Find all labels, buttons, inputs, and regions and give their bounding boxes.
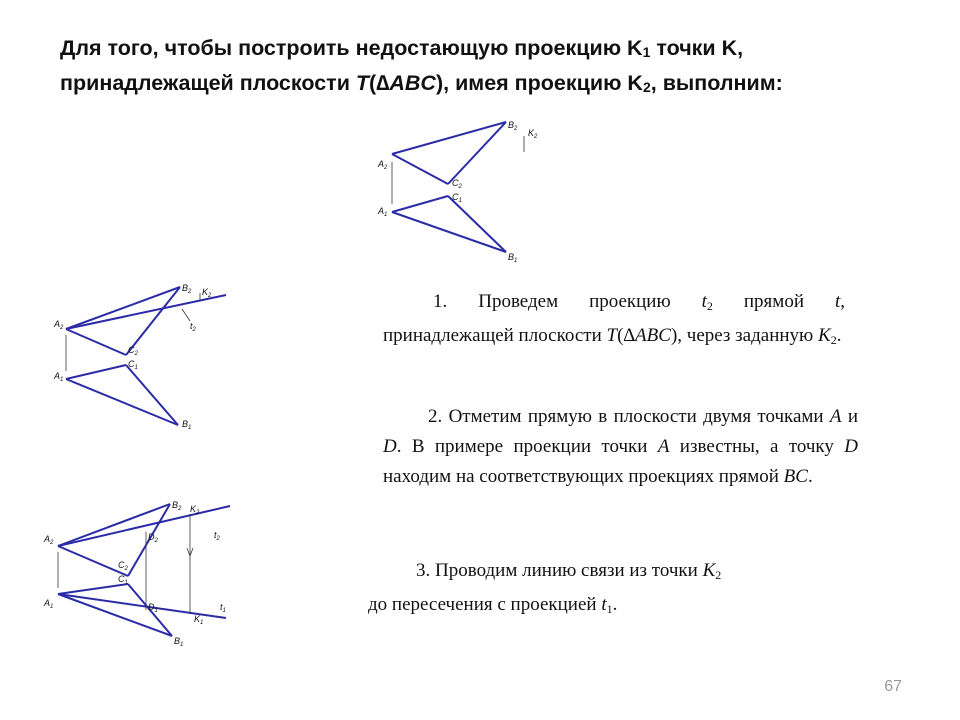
slide-title: Для того, чтобы построить недостающую проекцию $K_1$ точки K, принадлежащей плоскости T(∆ABC), имея проекцию $K_2$, выполним: — [60, 36, 783, 95]
point-label: $D_1$ — [148, 602, 158, 614]
point-label: $t_2$ — [214, 530, 220, 542]
point-label: $K_1$ — [194, 614, 204, 626]
point-label: $B_2$ — [172, 500, 182, 512]
point-label: $A_2$ — [44, 534, 54, 546]
step-1-text: 1. Проведем проекцию $t_2$ прямой t, принадлежащей плоскости T(∆ABC), через заданную $K_2$. — [383, 291, 845, 347]
line-t1 — [58, 594, 226, 618]
figure-step1 — [40, 275, 240, 435]
point-label: $A_1$ — [44, 598, 54, 610]
point-label: $B_1$ — [182, 419, 192, 431]
point-label: $C_1$ — [118, 574, 128, 586]
edge-a1-c1 — [66, 365, 126, 379]
edge-a2-c2 — [392, 154, 448, 184]
edge-a1-b1 — [66, 379, 178, 425]
step-2-text: 2. Отметим прямую в плоскости двумя точками A и D. В примере проекции точки A известны, а точку D находим на соответствующих проекциях прямой BC. — [383, 406, 858, 487]
edge-a2-c2 — [66, 329, 126, 355]
arrow-k2 — [190, 548, 193, 556]
point-label: $C_1$ — [452, 192, 462, 204]
page-number: 67 — [884, 678, 902, 695]
point-label: $B_1$ — [508, 252, 518, 264]
step-3-text: 3. Проводим линию связи из точки $K_2$ до пересечения с проекцией $t_1$. — [368, 560, 722, 616]
edge-c1-b1 — [126, 365, 178, 425]
point-label: $C_2$ — [118, 560, 128, 572]
figure-given-projections — [370, 112, 540, 267]
point-label: $t_2$ — [190, 321, 196, 333]
point-label: $B_2$ — [182, 283, 192, 295]
point-label: $C_2$ — [452, 178, 462, 190]
arrow-k — [187, 548, 190, 556]
edge-a2-b2 — [392, 122, 506, 154]
point-label: $C_2$ — [128, 345, 138, 357]
point-label: $C_1$ — [128, 359, 138, 371]
point-label: $t_1$ — [220, 602, 226, 614]
point-label: $A_2$ — [378, 159, 388, 171]
point-label: $K_2$ — [190, 504, 200, 516]
point-label: $A_2$ — [54, 319, 64, 331]
edge-a1-c1 — [58, 584, 128, 594]
point-label: $A_1$ — [54, 371, 64, 383]
figure-step3 — [30, 492, 240, 657]
point-label: $A_1$ — [378, 206, 388, 218]
point-label: $B_2$ — [508, 120, 518, 132]
edge-a1-b1 — [392, 212, 506, 252]
edge-b2-c2 — [448, 122, 506, 184]
line-t2 — [58, 506, 230, 546]
point-label: $K_2$ — [528, 128, 538, 140]
point-label: $K_2$ — [202, 287, 212, 299]
edge-c1-b1 — [448, 196, 506, 252]
point-label: $B_1$ — [174, 636, 184, 648]
t2-leader — [182, 309, 190, 321]
edge-a1-c1 — [392, 196, 448, 212]
point-label: $D_2$ — [148, 532, 158, 544]
